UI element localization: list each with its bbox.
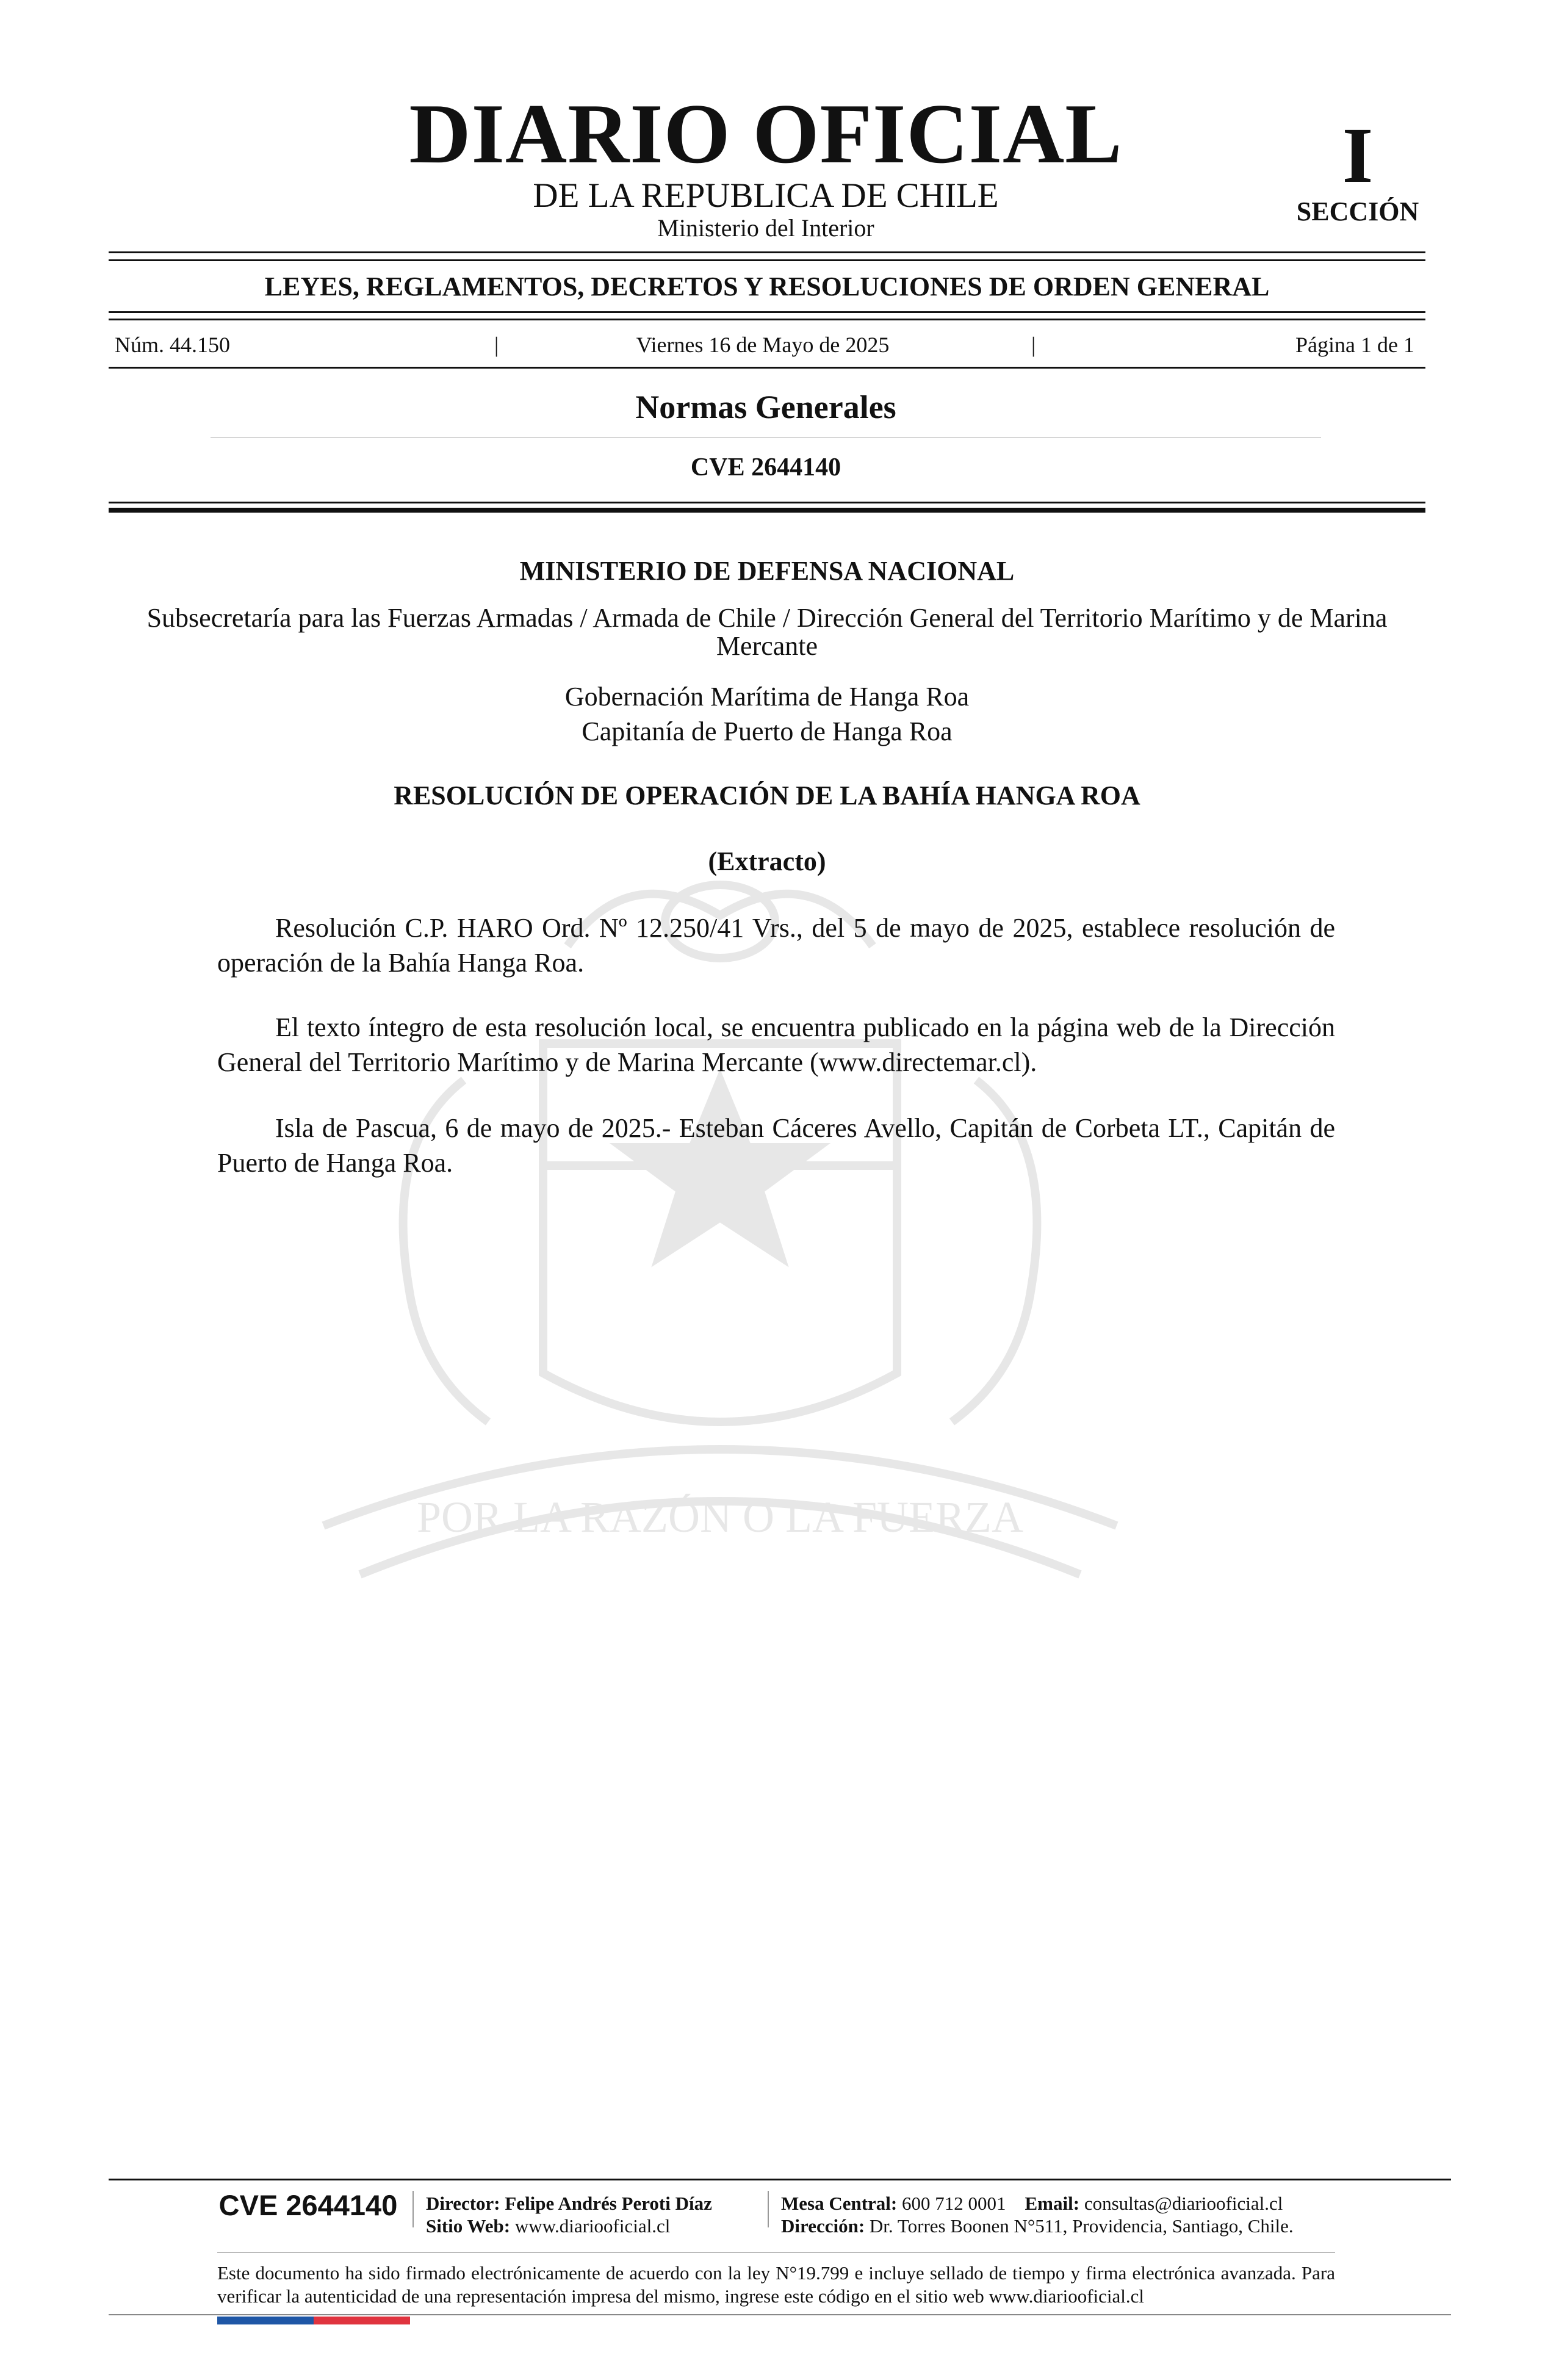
document-gobernacion: Gobernación Marítima de Hanga Roa xyxy=(564,682,970,712)
watermark-motto: POR LA RAZÓN O LA FUERZA xyxy=(416,1493,1024,1542)
website-label: Sitio Web: xyxy=(426,2215,511,2237)
issue-number: Núm. 44.150 xyxy=(115,333,230,357)
category-rule-1 xyxy=(109,311,1425,313)
footer-separator-1 xyxy=(412,2191,414,2227)
document-title: RESOLUCIÓN DE OPERACIÓN DE LA BAHÍA HANGA ROA xyxy=(394,781,1140,810)
publication-category: LEYES, REGLAMENTOS, DECRETOS Y RESOLUCIONES DE ORDEN GENERAL xyxy=(264,272,1270,301)
email-link[interactable]: consultas@diariooficial.cl xyxy=(1084,2193,1283,2214)
heading-divider xyxy=(211,437,1321,438)
address-value: Dr. Torres Boonen N°511, Providencia, Santiago, Chile. xyxy=(869,2215,1294,2237)
email-label: Email: xyxy=(1025,2193,1080,2214)
section-heading: Normas Generales xyxy=(635,389,896,425)
footer-cve-code: CVE 2644140 xyxy=(218,2189,398,2221)
footer-website xyxy=(426,2215,670,2237)
footer-rule-bottom xyxy=(109,2314,1451,2315)
flag-bar-blue xyxy=(217,2317,314,2324)
director-name: Felipe Andrés Peroti Díaz xyxy=(505,2193,712,2214)
website-link[interactable]: www.diariooficial.cl xyxy=(514,2215,671,2237)
phone-value: 600 712 0001 xyxy=(902,2193,1006,2214)
section-label: SECCIÓN xyxy=(1296,197,1419,226)
publisher-ministry: Ministerio del Interior xyxy=(657,214,874,242)
document-paragraph-1: Resolución C.P. HARO Ord. Nº 12.250/41 Vrs., del 5 de mayo de 2025, establece resolución de operación de la Bahía Hanga Roa. xyxy=(217,913,1335,978)
flag-bar-red xyxy=(314,2317,410,2324)
footer-divider xyxy=(217,2252,1335,2253)
footer-legal-notice: Este documento ha sido firmado electrónicamente de acuerdo con la ley N°19.799 e incluye sellado de tiempo y firma electrónica avanzada. Para verificar la autenticidad de una representación impresa del mismo, ingrese este código en el sitio web www.diariooficial.cl xyxy=(217,2262,1335,2307)
document-extract-label: (Extracto) xyxy=(708,846,826,876)
document-paragraph-3: Isla de Pascua, 6 de mayo de 2025.- Esteban Cáceres Avello, Capitán de Corbeta LT., Capitán de Puerto de Hanga Roa. xyxy=(217,1113,1335,1178)
footer-rule-top xyxy=(109,2179,1451,2180)
category-rule-2 xyxy=(109,319,1425,320)
page-indicator: Página 1 de 1 xyxy=(1295,333,1414,357)
document-subsecretaria: Subsecretaría para las Fuerzas Armadas / Armada de Chile / Dirección General del Territorio Marítimo y de Marina Mercante xyxy=(146,603,1388,661)
section-number: I xyxy=(1342,112,1374,200)
info-separator-2: | xyxy=(1031,333,1036,357)
footer-director xyxy=(426,2192,712,2215)
issue-date: Viernes 16 de Mayo de 2025 xyxy=(636,333,890,357)
newspaper-subtitle: DE LA REPUBLICA DE CHILE xyxy=(533,176,999,215)
footer-address xyxy=(781,2215,1294,2237)
header-rule-top-2 xyxy=(109,259,1425,261)
phone-label: Mesa Central: xyxy=(781,2193,898,2214)
director-label: Director: xyxy=(426,2193,500,2214)
cve-code: CVE 2644140 xyxy=(690,453,841,481)
document-ministry: MINISTERIO DE DEFENSA NACIONAL xyxy=(519,556,1015,586)
document-paragraph-2: El texto íntegro de esta resolución local, se encuentra publicado en la página web de la Dirección General del Territorio Marítimo y de Marina Mercante (www.directemar.cl). xyxy=(217,1012,1335,1077)
newspaper-title: DIARIO OFICIAL xyxy=(409,87,1123,181)
footer-contact xyxy=(781,2192,1283,2215)
infobar-rule xyxy=(109,367,1425,369)
address-label: Dirección: xyxy=(781,2215,865,2237)
info-separator-1: | xyxy=(494,333,499,357)
cve-rule-2 xyxy=(109,508,1425,513)
cve-rule-1 xyxy=(109,502,1425,503)
document-capitania: Capitanía de Puerto de Hanga Roa xyxy=(582,716,953,746)
footer-separator-2 xyxy=(768,2191,769,2227)
header-rule-top xyxy=(109,251,1425,253)
